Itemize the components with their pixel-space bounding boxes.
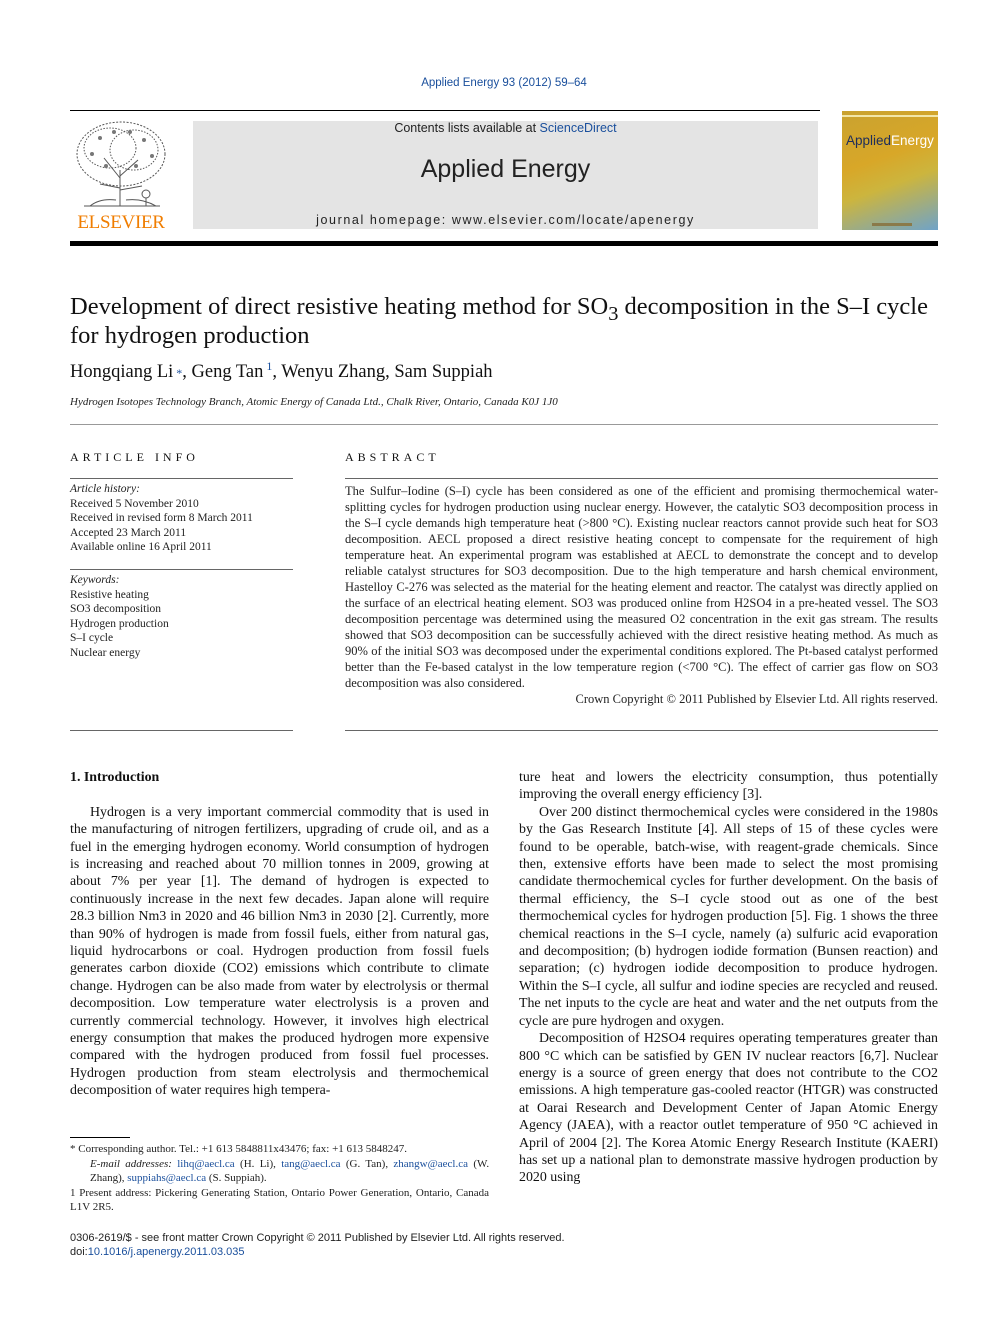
abstract-end-rule	[345, 730, 938, 731]
article-title	[70, 292, 940, 350]
article-info-rule	[70, 478, 293, 479]
article-info-heading: ARTICLE INFO	[70, 450, 199, 464]
journal-cover-thumbnail	[842, 111, 938, 230]
history-label: Article history:	[70, 483, 140, 495]
email-link[interactable]: zhangw@aecl.ca	[393, 1157, 468, 1170]
email-label: E-mail addresses:	[90, 1157, 172, 1170]
body-column-right	[519, 769, 938, 1187]
body-column-left	[70, 769, 489, 1100]
email-owner: (W. Zhang)	[90, 1157, 490, 1184]
title-part-2: decomposition in the S–I cycle for hydrogen production	[70, 293, 928, 349]
corresponding-author-footnote: * Corresponding author. Tel.: +1 613 5848811x43476; fax: +1 613 5848247.	[70, 1143, 408, 1155]
keyword-item: Resistive heating	[70, 588, 149, 601]
author-affiliation: Hydrogen Isotopes Technology Branch, Atomic Energy of Canada Ltd., Chalk River, Ontario, Canada K0J 1J0	[70, 396, 558, 408]
history-item: Received 5 November 2010	[70, 497, 199, 510]
body-paragraph: ture heat and lowers the electricity consumption, thus potentially improving the overall energy efficiency [3].	[519, 770, 938, 803]
email-link[interactable]: lihq@aecl.ca	[177, 1157, 235, 1170]
footnote-mark[interactable]: 1	[266, 358, 273, 373]
author-name[interactable]: Sam Suppiah	[394, 362, 493, 382]
author-name[interactable]: Hongqiang Li	[70, 362, 174, 382]
abstract-body	[345, 483, 938, 707]
abstract-text: The Sulfur–Iodine (S–I) cycle has been considered as one of the efficient and promising thermochemical water-splitting cycles for hydrogen production using nuclear energy. However, the catalytic SO3 decomposition process in the S–I cycle demands high temperature heat (>800 °C). Existing nuclear reactors cannot provide such heat for SO3 decomposition. AECL proposed a direct resistive heating concept to compensate for the requirement of high temperature heat. An experimental program was established at AECL to demonstrate the concept and to develop reliable catalyst structures for SO3 decomposition. Due to the high temperature and harsh chemical environment, Hastelloy C-276 was selected as the material for the heating element and reactor. The catalyst was directly applied on the surface of an electrical heating element. SO3 was produced online from H2SO4 in a pre-heated vessel. The SO3 decomposition percentage was determined using the measured O2 concentration in the exit gas stream. The results showed that SO3 decomposition can be successfully achieved with the direct resistive heating method. As much as 90% of the initial SO3 was decomposed under the experimental conditions explored. The Pt-based catalyst performed better than the Fe-based catalyst in the low temperature region (<700 °C). The effect of carrier gas flow on SO3 decomposition was also considered.	[345, 484, 938, 690]
doi-line	[70, 1245, 770, 1259]
history-item: Received in revised form 8 March 2011	[70, 512, 253, 524]
contents-prefix: Contents lists available at	[394, 121, 540, 135]
journal-masthead	[193, 121, 818, 229]
email-link[interactable]: suppiahs@aecl.ca	[127, 1172, 207, 1184]
author-name[interactable]: Geng Tan	[191, 362, 264, 382]
masthead-thick-rule	[70, 241, 938, 246]
abstract-heading: ABSTRACT	[345, 450, 440, 464]
footnote-rule	[70, 1137, 130, 1138]
journal-title: Applied Energy	[420, 155, 591, 183]
keyword-item: SO3 decomposition	[70, 603, 162, 615]
body-paragraph: Over 200 distinct thermochemical cycles were considered in the 1980s by the Gas Research Institute [4]. All steps of 15 of these cycles were found to be operable, batch-wise, with reagent-grade chemicals. Since then, extensive efforts have been made to select the most promising candidate thermochemical cycles for further development. On the basis of thermal efficiency, the S–I cycle stood out as one of the best thermochemical cycles for hydrogen production [5]. Fig. 1 shows the three chemical reactions in the S–I cycle, namely (a) sulfuric acid evaporation and decomposition; (b) hydrogen iodide formation (Bunsen reaction) and separation; (c) hydrogen iodide decomposition to produce hydrogen. Within the S–I cycle, all sulfur and iodine species are recycled and reused. The net inputs to the cycle are heat and water and the net outputs from the cycle are pure hydrogen and oxygen.	[519, 804, 938, 1029]
article-info-end-rule	[70, 730, 293, 731]
keyword-item: S–I cycle	[70, 632, 114, 644]
keyword-item: Hydrogen production	[70, 617, 169, 630]
doi-link[interactable]: 10.1016/j.apenergy.2011.03.035	[87, 1246, 245, 1258]
body-paragraph: Decomposition of H2SO4 requires operating temperatures greater than 800 °C which can be satisfied by GEN IV nuclear reactors [6,7]. Nuclear energy is a source of green energy that does not contribute to the CO2 emissions. A high temperature gas-cooled reactor (HTGR) was constructed at Oarai Research and Development Center of Japan Atomic Energy Agency (JAEA), with a reactor outlet temperature of 950 °C achieved in April of 2004 [2]. The Korea Atomic Energy Research Institute (KAERI) has set up a national plan to demonstrate massive hydrogen production by 2020 using	[519, 1031, 938, 1186]
journal-homepage-link[interactable]: journal homepage: www.elsevier.com/locate/apenergy	[316, 213, 695, 227]
cover-publisher-mark	[872, 223, 912, 226]
header-rule	[70, 110, 820, 111]
sciencedirect-link[interactable]: ScienceDirect	[539, 121, 617, 135]
author-list: Hongqiang Li *, Geng Tan $^1$, Wenyu Zhang, Sam Suppiah	[70, 358, 493, 382]
title-block-rule	[70, 424, 938, 425]
email-footnote: E-mail addresses: lihq@aecl.ca (H. Li), tang@aecl.ca (G. Tan), zhangw@aecl.ca (W. Zhang), suppiahs@aecl.ca (S. Suppiah).	[90, 1157, 490, 1184]
abstract-copyright: Crown Copyright © 2011 Published by Elsevier Ltd. All rights reserved.	[575, 692, 938, 706]
cover-title	[846, 133, 934, 148]
publisher-wordmark: ELSEVIER	[77, 212, 165, 233]
email-owner: (S. Suppiah).	[208, 1172, 267, 1184]
journal-reference[interactable]: Applied Energy 93 (2012) 59–64	[421, 77, 587, 89]
imprint	[70, 1231, 770, 1259]
footnotes	[70, 1142, 489, 1215]
body-paragraph: Hydrogen is a very important commercial commodity that is used in the manufacturing of nitrogen fertilizers, upgrading of crude oil, and as a fuel in the emerging hydrogen economy. World consumption of hydrogen is increasing and reached about 70 million tonnes in 2009, growing at about 7% per year [1]. The demand of hydrogen is expected to continuously increase in the next few decades. Japan alone will require 28.3 billion Nm3 in 2020 and 46 billion Nm3 in 2030 [2]. Currently, more than 90% of hydrogen is made from fossil fuels, either from natural gas, liquid hydrocarbons or coal. Hydrogen production from fossil fuels generates carbon dioxide (CO2) emissions which contribute to climate change. Hydrogen can be also made from water by electrolysis or thermal decomposition. Low temperature water electrolysis is a proven and currently commercial technology. However, it involves high electrical energy consumption that makes the produced hydrogen more expensive compared with the hydrogen produced from fossil fuel processes. Hydrogen production from steam electrolysis and thermochemical decomposition of water requires high tempera-	[70, 804, 489, 1099]
article-history	[70, 482, 293, 555]
keyword-item: Nuclear energy	[70, 646, 141, 659]
doi-label: doi:	[70, 1246, 88, 1258]
keywords-block	[70, 573, 293, 660]
history-item: Available online 16 April 2011	[70, 541, 212, 553]
email-owner: (H. Li)	[240, 1157, 274, 1170]
cover-title-energy: Energy	[891, 133, 934, 148]
corresponding-author-mark[interactable]: *	[176, 366, 183, 380]
author-name[interactable]: Wenyu Zhang	[281, 362, 386, 382]
email-link[interactable]: tang@aecl.ca	[281, 1157, 341, 1170]
abstract-rule	[345, 478, 938, 479]
email-owner: (G. Tan)	[345, 1157, 386, 1170]
section-heading: 1. Introduction	[70, 770, 160, 785]
title-part-1: Development of direct resistive heating method for SO	[70, 293, 609, 320]
title-subscript: 3	[608, 302, 619, 325]
issn-line: 0306-2619/$ - see front matter Crown Copyright © 2011 Published by Elsevier Ltd. All rights reserved.	[70, 1232, 565, 1244]
cover-band	[842, 115, 938, 117]
cover-title-applied: Applied	[846, 133, 892, 148]
keywords-rule	[70, 569, 293, 570]
contents-line	[193, 121, 818, 135]
present-address-footnote: 1 Present address: Pickering Generating Station, Ontario Power Generation, Ontario, Canada L1V 2R5.	[70, 1186, 489, 1213]
tree-icon	[70, 118, 172, 210]
keywords-label: Keywords:	[70, 574, 120, 586]
history-item: Accepted 23 March 2011	[70, 526, 187, 539]
